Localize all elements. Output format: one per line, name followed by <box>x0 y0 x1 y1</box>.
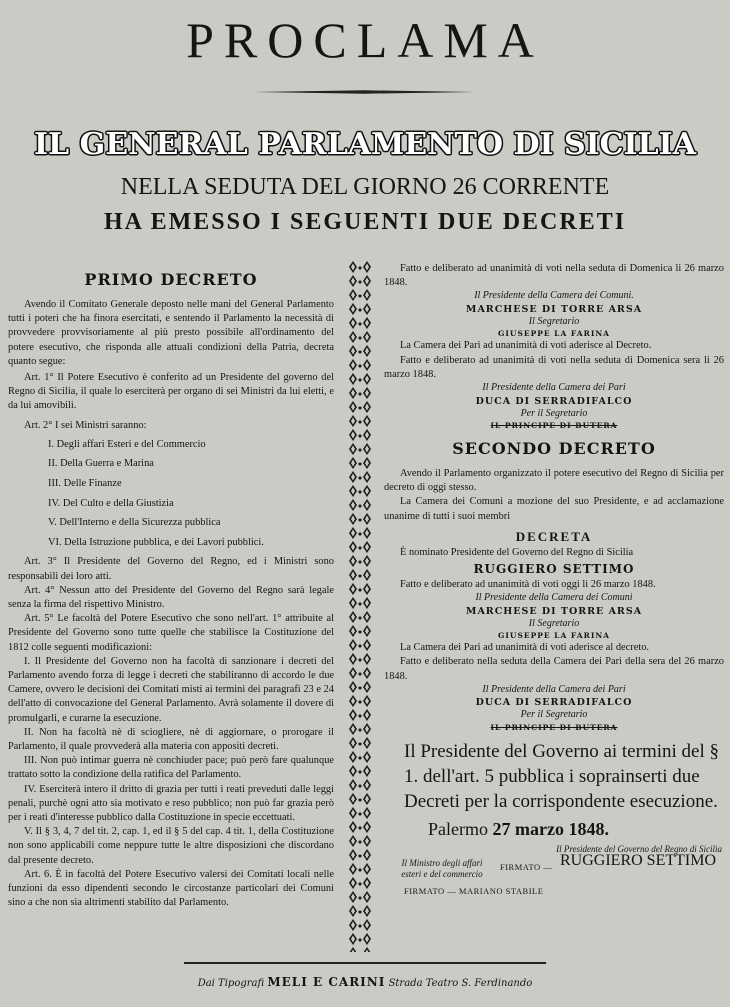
ornament-rule-icon <box>255 90 475 94</box>
footer-rule <box>184 962 546 964</box>
decree1-mod2: II. Non ha facoltà nè di sciogliere, nè di aggiornare, o prorogare il Parlamento, il quale provvederà alla materia con appositi decreti. <box>8 726 334 753</box>
signature-role: Per il Segretario <box>520 709 588 721</box>
signature-role: Il Presidente della Camera dei Comuni. <box>474 290 634 302</box>
signature-title: Il Presidente del Governo del Regno di Sicilia <box>556 843 722 854</box>
signature-role: Il Segretario <box>528 315 580 327</box>
decree1-mod1: I. Il Presidente del Governo non ha facoltà di sanzionare i decreti del Parlamento avendo forza di legge i decreti che stabiliranno di accordo le due Camere, ovvero le decisioni dei Comitati misti ai termini dei paragrafi 23 e 24 dell'atto di convocazione del General Parlamento. Avrà solamente il dovere di promulgarli, e curarne la esecuzione. <box>8 655 334 724</box>
decree1-art4: Art. 4° Nessun atto del Presidente del Governo del Regno sarà legale senza la firma del rispettivo Ministro. <box>8 584 334 610</box>
decreta-heading: DECRETA <box>515 528 593 544</box>
decree2-deliberation: Fatto e deliberato ad unanimità di voti oggi li 26 marzo 1848. <box>400 579 656 591</box>
decree1-mod5: V. Il § 3, 4, 7 del tit. 2, cap. 1, ed il § 5 del cap. 4 tit. 1, della Costituzione non sono applicabili come neppure tutte le altre disposizioni che discordano dal presente decreto. <box>8 826 334 866</box>
president-signature: RUGGIERO SETTIMO <box>560 851 716 869</box>
signature-role: Il Presidente della Camera dei Pari <box>482 382 626 394</box>
printer-address: Strada Teatro S. Ferdinando <box>388 978 533 989</box>
signature-name: GIUSEPPE LA FARINA <box>497 329 611 339</box>
poster-headline: IL GENERAL PARLAMENTO DI SICILIA <box>34 127 696 162</box>
heading-second-decree: SECONDO DECRETO <box>452 439 656 459</box>
list-item: VI. Della Istruzione pubblica, e dei Lavori pubblici. <box>48 536 264 548</box>
left-column <box>8 262 334 952</box>
diamond-chain-icon <box>344 260 376 952</box>
decree1-art2: Art. 2° I sei Ministri saranno: <box>24 419 147 431</box>
printer-footer <box>0 975 730 989</box>
peers-adherence: La Camera dei Pari ad unanimità di voti aderisce al decreto. <box>400 642 649 654</box>
ministry-list <box>8 435 334 553</box>
dateline <box>384 816 724 842</box>
signature-name: DUCA DI SERRADIFALCO <box>475 697 633 709</box>
signature-name: IL PRINCIPE DI BUTERA <box>490 421 618 431</box>
minister-role: Il Ministro degli affari esteri e del commercio <box>401 857 483 879</box>
peers-deliberation: Fatto e deliberato ad unanimità di voti nella seduta di Domenica sera li 26 marzo 1848. <box>384 354 724 380</box>
date-place: Palermo <box>428 818 488 839</box>
decree1-art6: Art. 6. È in facoltà del Potere Esecutivo valersi dei Comitati locali nelle funzioni da esso dipendenti secondo le circostanze particolari dei Comuni sino a che non sia altrimenti stabilito dal Parlamento. <box>8 868 334 909</box>
decree1-deliberation: Fatto e deliberato ad unanimità di voti nella seduta di Domenica li 26 marzo 1848. <box>384 263 724 289</box>
president-name: RUGGIERO SETTIMO <box>473 562 635 577</box>
decree1-art5: Art. 5° Le facoltà del Potere Esecutivo che sono nell'art. 1° attribuite al Presidente del Governo sono tutte quelle che stabilisce la Costituzione del 1812 colle seguenti modificazioni: <box>8 613 334 653</box>
poster-subheading-session: NELLA SEDUTA DEL GIORNO 26 CORRENTE <box>120 174 610 200</box>
peers-adherence: La Camera dei Pari ad unanimità di voti aderisce al Decreto. <box>400 340 652 352</box>
peers-deliberation: Fatto e deliberato nella seduta della Camera dei Pari della sera del 26 marzo 1848. <box>384 656 724 682</box>
signature-role: Il Presidente della Camera dei Pari <box>482 683 626 695</box>
decree2-nomination: È nominato Presidente del Governo del Regno di Sicilia <box>400 546 634 558</box>
firmato-label: FIRMATO — <box>500 861 553 872</box>
date-value: 27 marzo 1848. <box>492 818 609 839</box>
right-column <box>384 262 724 952</box>
decree1-art1: Art. 1° Il Potere Esecutivo è conferito ad un Presidente del governo del Regno di Sicilia, il quale lo eserciterà per organo di sei Ministri da lui eletti, e da lui amovibili. <box>8 372 334 412</box>
publication-statement: Il Presidente del Governo ai termini del § 1. dell'art. 5 pubblica i soprainserti due Decreti per la corrispondente esecuzione. <box>404 740 719 812</box>
decree1-mod4: IV. Eserciterà intero il dritto di grazia per tutti i reati preveduti dalle leggi penali, purchè ogni atto sia motivato e reso pubblico; non può far grazia però per i reati d'interesse pubblico dalla Costituzione in specie eccettuati. <box>8 783 334 824</box>
signature-name: DUCA DI SERRADIFALCO <box>475 395 633 407</box>
decree1-mod3: III. Non può intimar guerra nè conchiuder pace; può però fare qualunque trattato sotto la condizione della ratifica del Parlamento. <box>8 755 334 781</box>
footer-prefix: Dai Tipografi <box>197 978 265 989</box>
poster-title: PROCLAMA <box>186 12 544 68</box>
signature-role: Per il Segretario <box>520 407 588 419</box>
signature-name: MARCHESE DI TORRE ARSA <box>465 303 643 315</box>
list-item: IV. Del Culto e della Giustizia <box>48 497 174 509</box>
signature-name: MARCHESE DI TORRE ARSA <box>465 605 643 617</box>
list-item: III. Delle Finanze <box>48 478 122 490</box>
signature-role: Il Presidente della Camera dei Comuni <box>475 592 633 604</box>
poster-subheading-decrees: HA EMESSO I SEGUENTI DUE DECRETI <box>103 209 627 235</box>
list-item: II. Della Guerra e Marina <box>48 458 154 470</box>
final-signatures <box>384 842 724 908</box>
signature-role: Il Segretario <box>528 617 580 629</box>
signature-name: IL PRINCIPE DI BUTERA <box>490 722 618 732</box>
heading-first-decree: PRIMO DECRETO <box>84 270 258 289</box>
printer-name: MELI E CARINI <box>267 975 386 989</box>
decree1-intro: Avendo il Comitato Generale deposto nelle mani del General Parlamento tutti i poteri che ha finora esercitati, e sentendo il Parlamento la necessità di provvedere provvisoriamente al più presto possibile all'ordinamento del potere esecutivo, che risponda alle attuali condizioni della Patria, decreta quanto segue: <box>8 299 334 367</box>
decree2-intro: Avendo il Parlamento organizzato il potere esecutivo del Regno di Sicilia per decreto di oggi stesso. <box>384 468 724 494</box>
list-item: I. Degli affari Esteri e del Commercio <box>48 438 206 450</box>
list-item: V. Dell'Interno e della Sicurezza pubblica <box>48 517 221 529</box>
signature-name: GIUSEPPE LA FARINA <box>497 631 611 641</box>
decree1-art3: Art. 3° Il Presidente del Governo del Regno, ed i Ministri sono responsabili dei loro atti. <box>8 556 334 582</box>
minister-signature: FIRMATO — MARIANO STABILE <box>404 885 544 896</box>
decree2-motion: La Camera dei Comuni a mozione del suo Presidente, e ad acclamazione unanime di tutti i suoi membri <box>384 496 724 522</box>
